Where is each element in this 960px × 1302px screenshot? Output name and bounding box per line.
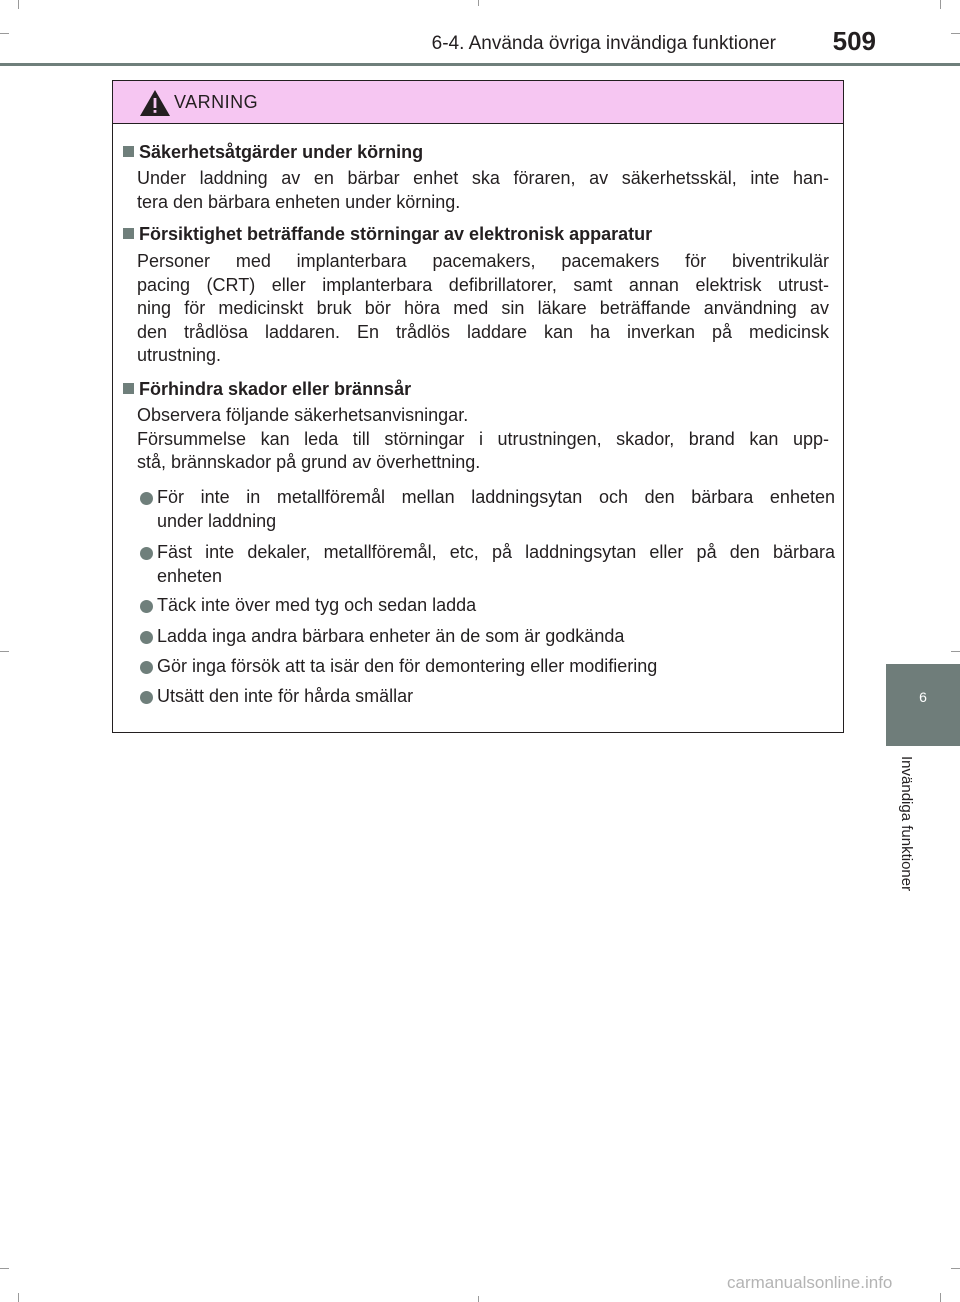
crop-mark — [478, 0, 479, 6]
crop-mark — [940, 0, 941, 9]
watermark: carmanualsonline.info — [727, 1273, 893, 1292]
round-bullet-icon — [140, 600, 153, 613]
warning-box: VARNING Säkerhetsåtgärder under körning Under laddning av en bärbar enhet ska föraren, av säkerhetsskäl, inte han- tera den bärbara enheten under körning. Försiktighet beträffande störningar av elektronisk apparatur Personer med implanterbara pacemakers, pacemakers för biventrikulär pacing (CRT) eller implanterbara defibrillatorer, samt annan elektrisk utrust- ning för medicinskt bruk bör höra med sin läkare beträffande användning av den trådlösa laddaren. En trådlös laddare kan ha inverkan på medicinsk utrustning. Förhindra skador eller brännsår Observera följande säkerhetsanvisningar. Försummelse kan leda till störningar i utrustningen, skador, brand kan upp- stå, brännskador på grund av överhettning. För inte in metallföremål mellan laddningsytan och den bärbara enheten under laddning Fäst inte dekaler, metallföremål, etc, på laddningsytan eller på den bärbara enheten Täck inte över med tyg och sedan ladda Ladda inga andra bärbara enheter än de som är godkända Gör inga försök att ta isär den för demontering eller modifiering Utsätt den inte för hårda smällar — [112, 80, 844, 733]
crop-mark — [940, 1293, 941, 1302]
warning-label: VARNING — [174, 92, 259, 112]
header-rule — [0, 63, 960, 66]
crop-mark — [0, 1268, 9, 1269]
round-bullet-icon — [140, 492, 153, 505]
square-bullet-icon — [123, 383, 134, 394]
crop-mark — [18, 0, 19, 9]
square-bullet-icon — [123, 146, 134, 157]
section-heading: Förhindra skador eller brännsår — [123, 377, 411, 401]
crop-mark — [0, 651, 9, 652]
crop-mark — [951, 1268, 960, 1269]
crop-mark — [0, 33, 9, 34]
chapter-number: 6 — [919, 689, 927, 705]
section-heading: Säkerhetsåtgärder under körning — [123, 140, 423, 164]
round-bullet-icon — [140, 631, 153, 644]
section-heading: Försiktighet beträffande störningar av elektronisk apparatur — [123, 222, 652, 246]
warning-header — [113, 81, 843, 124]
section-title: 6-4. Använda övriga invändiga funktioner — [431, 33, 776, 54]
crop-mark — [951, 33, 960, 34]
square-bullet-icon — [123, 228, 134, 239]
paragraph: Personer med implanterbara pacemakers, pacemakers för biventrikulär pacing (CRT) eller implanterbara defibrillatorer, samt annan elektrisk utrust- ning för medicinskt bruk bör höra med sin läkare beträffande användning av den trådlösa laddaren. En trådlös laddare kan ha inverkan på medicinsk utrustning. — [137, 251, 829, 365]
paragraph: Under laddning av en bärbar enhet ska föraren, av säkerhetsskäl, inte han- tera den bärbara enheten under körning. — [137, 168, 829, 212]
chapter-label-container — [894, 756, 918, 936]
round-bullet-icon — [140, 547, 153, 560]
crop-mark — [18, 1293, 19, 1302]
warning-triangle-icon — [139, 89, 171, 117]
chapter-tab — [886, 664, 960, 746]
crop-mark — [478, 1296, 479, 1302]
paragraph: Observera följande säkerhetsanvisningar. Försummelse kan leda till störningar i utrustningen, skador, brand kan upp- stå, brännskador på grund av överhettning. — [137, 405, 829, 472]
page-number: 509 — [832, 26, 876, 56]
round-bullet-icon — [140, 691, 153, 704]
round-bullet-icon — [140, 661, 153, 674]
chapter-label: Invändiga funktioner — [898, 756, 915, 892]
crop-mark — [951, 651, 960, 652]
